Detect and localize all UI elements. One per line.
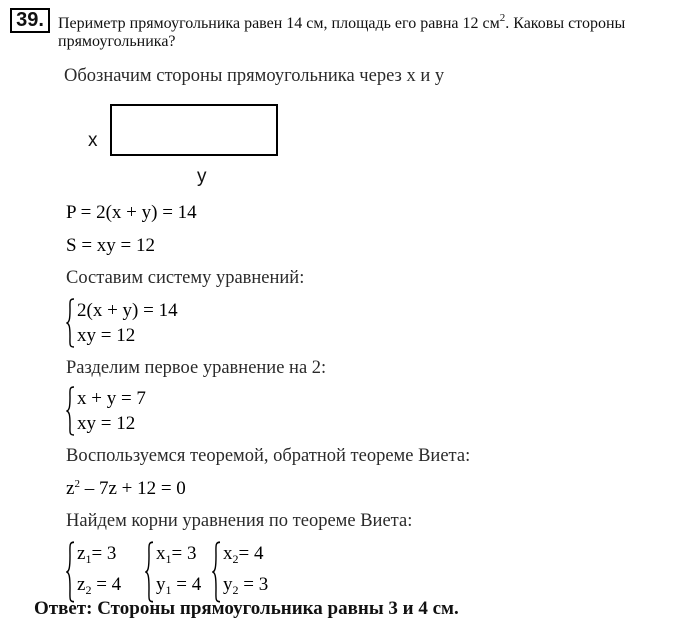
- root-line: $y_1 = 4$: [156, 574, 202, 597]
- answer: Ответ: Стороны прямоугольника равны 3 и 4 см.: [34, 598, 459, 619]
- system-2-line: x + y = 7: [77, 388, 146, 409]
- step-vieta: Воспользуемся теоремой, обратной теореме Виета:: [66, 446, 471, 466]
- brace-icon: [145, 541, 154, 603]
- system-1: [66, 298, 178, 348]
- root-line: $z_1= 3$: [77, 543, 117, 566]
- quadratic-equation: $z^2 - 7z + 12 = 0$: [66, 478, 186, 499]
- brace-icon: [66, 386, 75, 436]
- problem-number: 39.: [10, 8, 50, 33]
- problem-text-line1: Периметр прямоугольника равен 14 см, площадь его равна 12 $см^2$. Каковы стороны: [58, 12, 626, 32]
- perimeter-equation: P = 2(x + y) = 14: [66, 202, 197, 223]
- system-2: [66, 386, 146, 436]
- area-equation: S = xy = 12: [66, 235, 155, 256]
- problem-text-line2: прямоугольника?: [58, 33, 176, 50]
- roots-x2-y2: [212, 541, 268, 603]
- step-system: Составим систему уравнений:: [66, 268, 305, 288]
- label-y: y: [197, 166, 207, 187]
- root-line: $z_2 = 4$: [77, 574, 122, 597]
- system-1-line: 2(x + y) = 14: [77, 300, 178, 321]
- solution-intro: Обозначим стороны прямоугольника через x и y: [64, 66, 445, 86]
- brace-icon: [212, 541, 221, 603]
- step-roots: Найдем корни уравнения по теореме Виета:: [66, 511, 413, 531]
- root-line: $y_2 = 3$: [223, 574, 269, 597]
- brace-icon: [66, 298, 75, 348]
- step-divide: Разделим первое уравнение на 2:: [66, 358, 327, 378]
- system-2-line: xy = 12: [77, 413, 136, 434]
- root-line: $x_2= 4$: [223, 543, 264, 566]
- system-1-line: xy = 12: [77, 325, 136, 346]
- brace-icon: [66, 541, 75, 603]
- roots-x1-y1: [145, 541, 201, 603]
- roots-z: [66, 541, 121, 603]
- area-unit-exponent: 2: [499, 12, 506, 24]
- label-x: x: [88, 130, 98, 151]
- rectangle-figure: [110, 104, 278, 156]
- root-line: $x_1= 3$: [156, 543, 197, 566]
